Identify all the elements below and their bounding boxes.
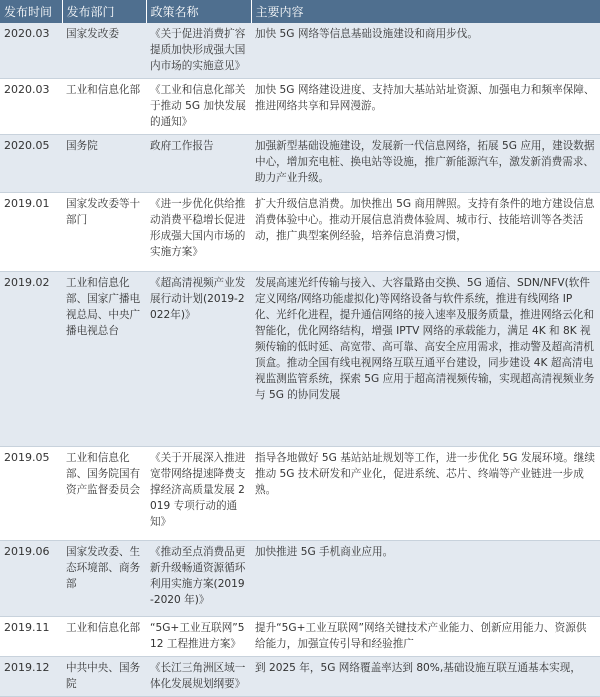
- cell-policy: 政府工作报告: [146, 135, 251, 193]
- header-row: [0, 0, 600, 23]
- cell-department: 国家发改委等十部门: [62, 193, 146, 272]
- cell-content: 提升“5G+工业互联网”网络关键技术产业能力、创新应用能力、资源供给能力，加强宣传引导和经验推广: [251, 617, 600, 657]
- table-body: [0, 23, 600, 697]
- table-row: [0, 23, 600, 79]
- cell-content: 到 2025 年，5G 网络覆盖率达到 80%,基础设施互联互通基本实现，: [251, 657, 600, 697]
- cell-department: 国家发改委: [62, 23, 146, 79]
- table-row: [0, 79, 600, 135]
- cell-department: 工业和信息化部、国务院国有资产监督委员会: [62, 447, 146, 541]
- cell-policy: “5G+工业互联网”512 工程推进方案》: [146, 617, 251, 657]
- cell-content: 加快 5G 网络建设进度、支持加大基站站址资源、加强电力和频率保障、推进网络共享和异网漫游。: [251, 79, 600, 135]
- table-row: [0, 541, 600, 617]
- cell-content: 发展高速光纤传输与接入、大容量路由交换、5G 通信、SDN/NFV(软件定义网络/网络功能虚拟化)等网络设备与软件系统，推进有线网络 IP 化、光纤化进程，提升通信网络的接入速率及服务质量，推进网络云化和智能化，优化网络结构，增强 IPTV 网络的承载能力，满足 4K 和 8K 视频传输的低时延、高宽带、高可靠、高安全应用需求，推动警及超高清机顶盒。推动全国有线电视网络互联互通平台建设，同步建设 4K 超高清电视监测监管系统，探索 5G 应用于超高清视频传输，实现超高清视频业务与 5G 的协同发展: [251, 272, 600, 447]
- table-row: [0, 657, 600, 697]
- cell-department: 国家发改委、生态环境部、商务部: [62, 541, 146, 617]
- cell-policy: 《关于开展深入推进宽带网络提速降费支撑经济高质量发展 2019 专项行动的通知》: [146, 447, 251, 541]
- cell-policy: 《推动至点消费品更新升级畅通资源循环利用实施方案(2019-2020 年)》: [146, 541, 251, 617]
- header-policy: 政策名称: [146, 0, 251, 23]
- cell-department: 国务院: [62, 135, 146, 193]
- table-row: [0, 193, 600, 272]
- cell-department: 工业和信息化部: [62, 79, 146, 135]
- cell-date: 2019.12: [0, 657, 62, 697]
- cell-date: 2020.03: [0, 23, 62, 79]
- cell-policy: 《超高清视频产业发展行动计划(2019-2022年)》: [146, 272, 251, 447]
- cell-content: 指导各地做好 5G 基站站址规划等工作，进一步优化 5G 发展环境。继续推动 5G 技术研发和产业化，促进系统、芯片、终端等产业链进一步成熟。: [251, 447, 600, 541]
- table-row: [0, 617, 600, 657]
- cell-content: 加强新型基础设施建设，发展新一代信息网络，拓展 5G 应用，建设数据中心，增加充电桩、换电站等设施，推广新能源汽车，激发新消费需求、助力产业升级。: [251, 135, 600, 193]
- header-content: 主要内容: [251, 0, 600, 23]
- cell-department: 工业和信息化部、国家广播电视总局、中央广播电视总台: [62, 272, 146, 447]
- cell-date: 2020.03: [0, 79, 62, 135]
- cell-policy: 《进一步优化供给推动消费平稳增长促进形成强大国内市场的实施方案》: [146, 193, 251, 272]
- cell-date: 2019.11: [0, 617, 62, 657]
- cell-policy: 《关于促进消费扩容提质加快形成强大国内市场的实施意见》: [146, 23, 251, 79]
- cell-date: 2019.05: [0, 447, 62, 541]
- cell-content: 扩大升级信息消费。加快推出 5G 商用牌照。支持有条件的地方建设信息消费体验中心。推动开展信息消费体验周、城市行、技能培训等各类活动，推广典型案例经验，培养信息消费习惯，: [251, 193, 600, 272]
- cell-content: 加快 5G 网络等信息基础设施建设和商用步伐。: [251, 23, 600, 79]
- cell-department: 中共中央、国务院: [62, 657, 146, 697]
- cell-policy: 《工业和信息化部关于推动 5G 加快发展的通知》: [146, 79, 251, 135]
- table-row: [0, 135, 600, 193]
- header-department: 发布部门: [62, 0, 146, 23]
- cell-date: 2019.06: [0, 541, 62, 617]
- table-row: [0, 447, 600, 541]
- cell-date: 2019.01: [0, 193, 62, 272]
- table-header: [0, 0, 600, 23]
- cell-date: 2019.02: [0, 272, 62, 447]
- table-row: [0, 272, 600, 447]
- header-date: 发布时间: [0, 0, 62, 23]
- cell-content: 加快推进 5G 手机商业应用。: [251, 541, 600, 617]
- cell-date: 2020.05: [0, 135, 62, 193]
- cell-department: 工业和信息化部: [62, 617, 146, 657]
- cell-policy: 《长江三角洲区域一体化发展规划纲要》: [146, 657, 251, 697]
